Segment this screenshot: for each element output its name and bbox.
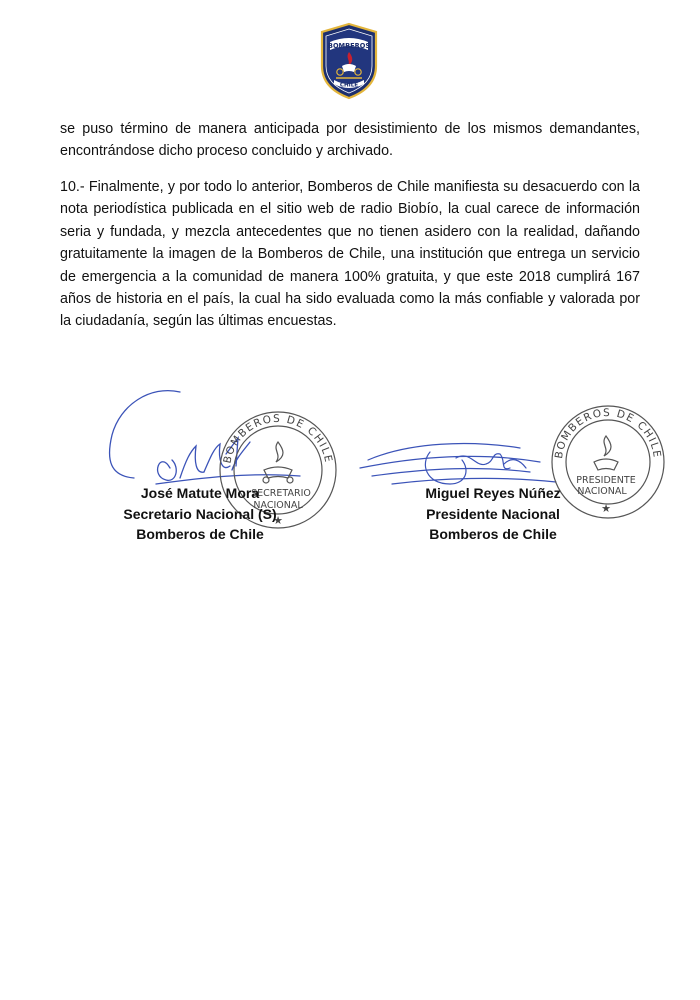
paragraph-point-10: 10.- Finalmente, y por todo lo anterior, Bomberos de Chile manifiesta su desacuerdo con la nota periodística publicada en el sitio web de radio Biobío, la cual carece de información seria y fundada, y mezcla antecedentes que no tienen asidero con la realidad, dañando gratuitamente la imagen de la Bomberos de Chile, una institución que entrega un servicio de emergencia a la comunidad de manera 100% gratuita, y que este 2018 cumplirá 167 años de historia en el país, la cual ha sido evaluada como la más confiable y valorada por la ciudadanía, según las últimas encuestas. [60,179,640,330]
signatory-name: José Matute Mora [140,485,260,501]
signatory-block-secretario [100,483,300,545]
seal-presidente-emblem-icon [594,436,618,470]
bomberos-logo [318,22,380,100]
bomberos-crest-icon [318,22,380,100]
signature-left [110,391,300,484]
signatory-block-presidente [398,483,588,545]
seal-secretario-line2: NACIONAL [253,500,303,511]
seal-presidente-star-icon: ★ [601,503,611,515]
seal-secretario-line1: SECRETARIO [251,488,311,499]
seal-secretario-emblem-icon [263,442,293,483]
logo-text-top: BOMBEROS [327,42,371,50]
logo-text-bottom: CHILE [339,82,359,89]
signatory-org: Bomberos de Chile [429,526,557,542]
seal-secretario-star-icon: ★ [273,515,283,527]
seal-presidente-line1: PRESIDENTE [576,475,636,486]
signatory-org: Bomberos de Chile [136,526,264,542]
signatory-name: Miguel Reyes Núñez [425,485,561,501]
signatory-title: Presidente Nacional [426,505,560,522]
paragraph-continuation: se puso término de manera anticipada por desistimiento de los mismos demandantes, encontrándose dicho proceso concluido y archivado. [60,121,640,160]
seal-presidente-arc: BOMBEROS DE CHILE [553,406,663,460]
seal-presidente-line2: NACIONAL [577,486,627,497]
signature-area [0,380,700,560]
signature-right [360,444,556,484]
signatory-title: Secretario Nacional (S) [123,505,277,522]
seal-secretario-arc: BOMBEROS DE CHILE [221,412,335,465]
